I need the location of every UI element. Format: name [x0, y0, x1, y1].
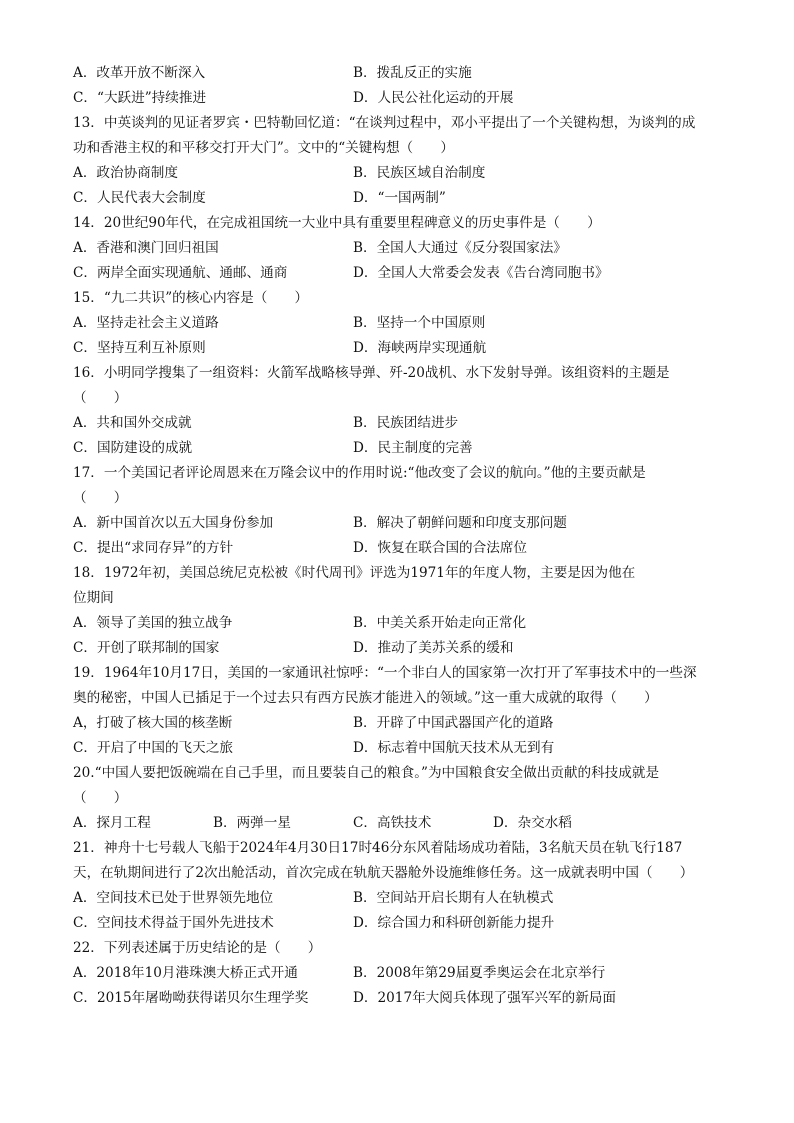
- answer-option: B．民族团结进步: [353, 415, 459, 431]
- answer-option: A．共和国外交成就: [73, 415, 192, 431]
- option-row: [73, 336, 723, 361]
- answer-option: D．人民公社化运动的开展: [353, 90, 514, 106]
- question-text-line: 功和香港主权的和平移交打开大门”。文中的“关键构想（ ）: [73, 140, 454, 156]
- answer-option: A．新中国首次以五大国身份参加: [73, 515, 274, 531]
- answer-option: B．民族区域自治制度: [353, 165, 486, 181]
- option-row: [73, 311, 723, 336]
- answer-option: B．解决了朝鲜问题和印度支那问题: [353, 515, 567, 531]
- answer-option: A．坚持走社会主义道路: [73, 315, 219, 331]
- answer-option: D．民主制度的完善: [353, 440, 473, 456]
- answer-option: D．综合国力和科研创新能力提升: [353, 915, 555, 931]
- option-row: [73, 711, 723, 736]
- answer-option: A．改革开放不断深入: [73, 65, 206, 81]
- answer-option: B．中美关系开始走向正常化: [353, 615, 527, 631]
- option-row: [73, 511, 723, 536]
- answer-option: C．提出“求同存异”的方针: [73, 540, 234, 556]
- answer-option: D．“一国两制”: [353, 190, 446, 206]
- answer-option: C．人民代表大会制度: [73, 190, 206, 206]
- question-text-line: 位期间: [73, 590, 114, 606]
- answer-option: A．领导了美国的独立战争: [73, 615, 233, 631]
- answer-option: D．标志着中国航天技术从无到有: [353, 740, 555, 756]
- answer-option: A．2018年10月港珠澳大桥正式开通: [73, 965, 298, 981]
- option-row: [73, 261, 723, 286]
- answer-option: A．政治协商制度: [73, 165, 178, 181]
- option-row: [73, 161, 723, 186]
- answer-option: C．两岸全面实现通航、通邮、通商: [73, 265, 288, 281]
- answer-option: C．开启了中国的飞天之旅: [73, 740, 233, 756]
- answer-option: D．恢复在联合国的合法席位: [353, 540, 528, 556]
- answer-option: B．2008年第29届夏季奥运会在北京举行: [353, 965, 606, 981]
- option-row: [73, 811, 723, 836]
- option-row: [73, 886, 723, 911]
- answer-option: B．坚持一个中国原则: [353, 315, 486, 331]
- answer-option: D．全国人大常委会发表《告台湾同胞书》: [353, 265, 609, 281]
- answer-option: B．拨乱反正的实施: [353, 65, 472, 81]
- answer-option: C．“大跃进”持续推进: [73, 90, 207, 106]
- answer-option: B．空间站开启长期有人在轨模式: [353, 890, 554, 906]
- question-text-line: 18．1972年初，美国总统尼克松被《时代周刊》评选为1971年的年度人物，主要是因为他在: [73, 565, 636, 581]
- option-row: [73, 736, 723, 761]
- option-row: [73, 86, 723, 111]
- answer-option: B．全国人大通过《反分裂国家法》: [353, 240, 567, 256]
- option-row: [73, 961, 723, 986]
- answer-option: C．高铁技术: [353, 815, 432, 831]
- question-text-line: 17．一个美国记者评论周恩来在万隆会议中的作用时说:“他改变了会议的航向。”他的主要贡献是: [73, 465, 646, 481]
- answer-option: D．海峡两岸实现通航: [353, 340, 487, 356]
- question-text-line: 19．1964年10月17日，美国的一家通讯社惊呼：“一个非白人的国家第一次打开了军事技术中的一些深: [73, 665, 697, 681]
- answer-option: A．空间技术已处于世界领先地位: [73, 890, 274, 906]
- exam-page: [73, 61, 723, 1011]
- answer-option: B．两弹一星: [213, 815, 291, 831]
- option-row: [73, 636, 723, 661]
- option-row: [73, 986, 723, 1011]
- answer-option: B．开辟了中国武器国产化的道路: [353, 715, 554, 731]
- question-text-line: （ ）: [73, 490, 128, 506]
- question-text-line: 13．中英谈判的见证者罗宾・巴特勒回忆道：“在谈判过程中，邓小平提出了一个关键构想，为谈判的成: [73, 115, 696, 131]
- question-text-line: 14．20世纪90年代，在完成祖国统一大业中具有重要里程碑意义的历史事件是（ ）: [73, 215, 601, 231]
- option-row: [73, 186, 723, 211]
- answer-option: C．空间技术得益于国外先进技术: [73, 915, 274, 931]
- question-text-line: 15．“九二共识”的核心内容是（ ）: [73, 290, 309, 306]
- answer-option: D．杂交水稻: [493, 815, 572, 831]
- question-text-line: 22．下列表述属于历史结论的是（ ）: [73, 940, 322, 956]
- answer-option: D．2017年大阅兵体现了强军兴军的新局面: [353, 990, 616, 1006]
- question-text-line: 奥的秘密，中国人已插足于一个过去只有西方民族才能进入的领域。”这一重大成就的取得（ ）: [73, 690, 658, 706]
- option-row: [73, 536, 723, 561]
- answer-option: C．坚持互利互补原则: [73, 340, 206, 356]
- answer-option: A．香港和澳门回归祖国: [73, 240, 219, 256]
- answer-option: D．推动了美苏关系的缓和: [353, 640, 514, 656]
- answer-option: C．2015年屠呦呦获得诺贝尔生理学奖: [73, 990, 309, 1006]
- option-row: [73, 911, 723, 936]
- answer-option: A，打破了核大国的核垄断: [73, 715, 233, 731]
- answer-option: A．探月工程: [73, 815, 151, 831]
- question-text-line: 16．小明同学搜集了一组资料：火箭军战略核导弹、歼-20战机、水下发射导弹。该组资料的主题是: [73, 365, 670, 381]
- answer-option: C．开创了联邦制的国家: [73, 640, 220, 656]
- option-row: [73, 61, 723, 86]
- answer-option: C．国防建设的成就: [73, 440, 193, 456]
- option-row: [73, 436, 723, 461]
- question-text-line: 20.“中国人要把饭碗端在自己手里，而且要装自己的粮食。”为中国粮食安全做出贡献的科技成就是: [73, 765, 660, 781]
- option-row: [73, 611, 723, 636]
- question-text-line: （ ）: [73, 790, 128, 806]
- option-row: [73, 236, 723, 261]
- question-text-line: 天，在轨期间进行了2次出舱活动，首次完成在轨航天器舱外设施维修任务。这一成就表明中国（ ）: [73, 865, 694, 881]
- question-text-line: （ ）: [73, 390, 128, 406]
- option-row: [73, 411, 723, 436]
- question-text-line: 21．神舟十七号载人飞船于2024年4月30日17时46分东风着陆场成功着陆，3名航天员在轨飞行187: [73, 840, 683, 856]
